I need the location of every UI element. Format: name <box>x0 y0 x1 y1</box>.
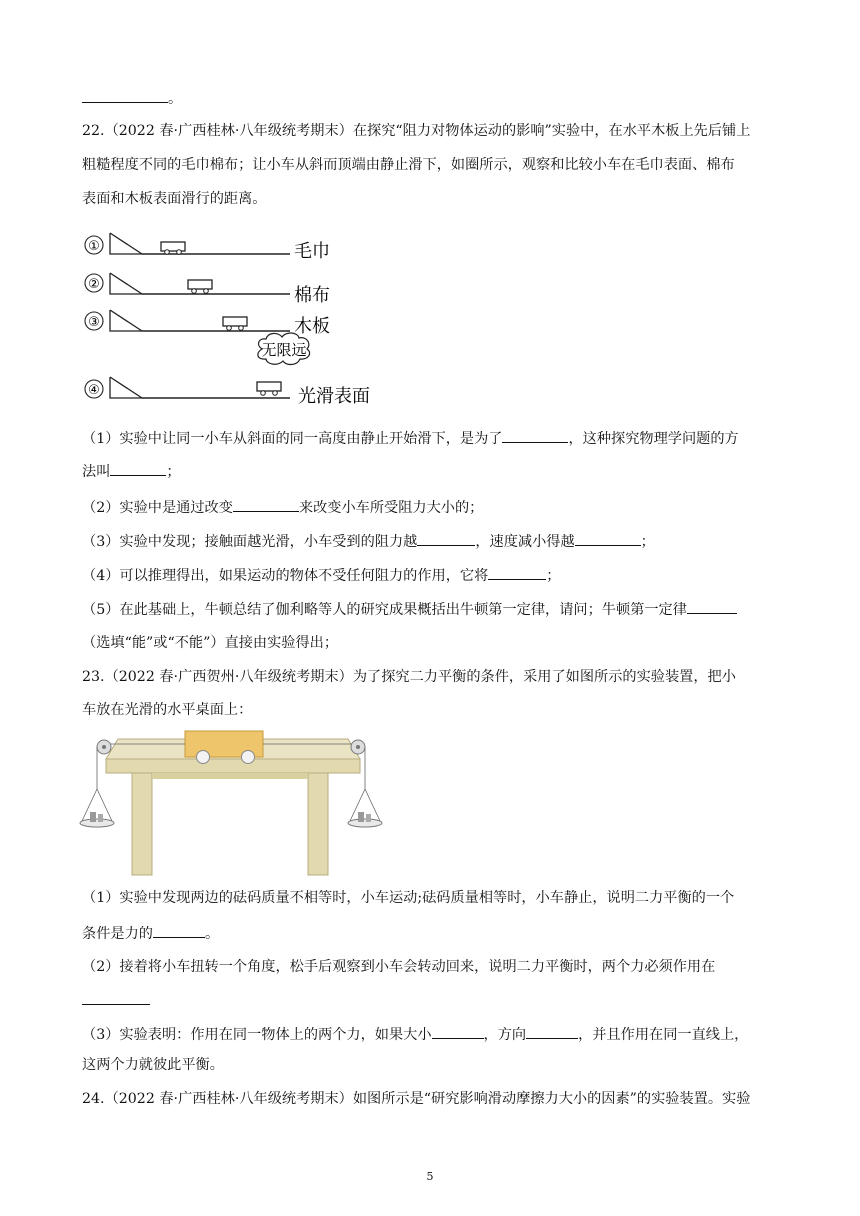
q22-sub5-line1 <box>82 599 737 620</box>
q22-sub5-line2: （选填“能”或“不能”）直接由实验得出； <box>82 635 339 651</box>
text: ，这种探究物理学问题的方 <box>568 431 739 447</box>
answer-blank <box>417 531 475 546</box>
text: 。 <box>204 926 220 942</box>
infinite-distance-cloud <box>258 333 310 365</box>
force-balance-apparatus-figure <box>78 729 388 877</box>
row-number: ④ <box>88 383 100 398</box>
text: ； <box>640 534 655 550</box>
cloud-label: 无限远 <box>261 341 307 359</box>
q23-line-1: 23.（2022 春·广西贺州·八年级统考期末）为了探究二力平衡的条件，采用了如图所示的实验装置，把小 <box>82 669 736 685</box>
text: （2）实验中是通过改变 <box>82 500 233 516</box>
q23-sub3-line2: 这两个力就彼此平衡。 <box>82 1057 224 1073</box>
text: （3）实验中发现；接触面越光滑，小车受到的阻力越 <box>82 534 418 550</box>
q23-sub1-line2 <box>82 923 219 944</box>
text: ，并且作用在同一直线上， <box>578 1027 749 1043</box>
answer-blank <box>488 565 546 580</box>
text: （5）在此基础上，牛顿总结了伽利略等人的研究成果概括出牛顿第一定律，请问；牛顿第一定律 <box>82 602 687 618</box>
q22-line-1: 22.（2022 春·广西桂林·八年级统考期末）在探究“阻力对物体运动的影响”实验中，在水平木板上先后铺上 <box>82 123 751 139</box>
q22-sub1-line2 <box>82 461 181 482</box>
q22-line-2: 粗糙程度不同的毛巾棉布；让小车从斜而顶端由静止滑下，如圈所示，观察和比较小车在毛巾表面、棉布 <box>82 157 735 173</box>
q23-line-2: 车放在光滑的水平桌面上： <box>82 702 253 718</box>
text: ，速度减小得越 <box>475 534 575 550</box>
surface-label: 毛巾 <box>294 241 330 262</box>
text: 条件是力的 <box>82 926 153 942</box>
answer-blank <box>432 1024 484 1039</box>
q22-sub1-line1 <box>82 428 739 449</box>
q24-line-1: 24.（2022 春·广西桂林·八年级统考期末）如图所示是“研究影响滑动摩擦力大小的因素”的实验装置。实验 <box>82 1091 751 1107</box>
q23-sub3-line1 <box>82 1024 748 1045</box>
figure-row-2 <box>85 273 330 306</box>
surface-label: 棉布 <box>294 285 330 306</box>
answer-blank <box>526 1024 578 1039</box>
answer-blank <box>233 497 299 512</box>
incline-surfaces-figure <box>80 228 400 408</box>
answer-blank <box>575 531 641 546</box>
answer-blank <box>110 461 166 476</box>
text: （1）实验中让同一小车从斜面的同一高度由静止开始滑下，是为了 <box>82 431 503 447</box>
answer-blank <box>82 88 168 103</box>
punctuation: 。 <box>168 91 183 107</box>
answer-blank <box>687 599 737 614</box>
surface-label: 光滑表面 <box>298 386 370 407</box>
q23-sub2-line2 <box>82 990 150 1011</box>
text: ； <box>546 568 561 584</box>
q23-sub1-line1: （1）实验中发现两边的砝码质量不相等时，小车运动;砝码质量相等时，小车静止，说明二力平衡的一个 <box>82 890 735 906</box>
q22-line-3: 表面和木板表面滑行的距离。 <box>82 191 267 207</box>
surface-label: 木板 <box>294 316 330 337</box>
figure-row-4 <box>85 377 370 407</box>
row-number: ② <box>88 277 100 292</box>
text: ，方向 <box>483 1027 527 1043</box>
text: 法叫 <box>82 464 111 480</box>
answer-blank <box>153 923 205 938</box>
answer-blank <box>82 990 150 1005</box>
figure-row-1 <box>85 233 330 262</box>
row-number: ① <box>88 239 100 254</box>
answer-blank <box>502 428 568 443</box>
text: ； <box>166 464 181 480</box>
q23-sub2-line1: （2）接着将小车扭转一个角度，松手后观察到小车会转动回来，说明二力平衡时，两个力必须作用在 <box>82 959 716 975</box>
page-number: 5 <box>426 1170 434 1183</box>
prev-answer-line <box>82 88 182 109</box>
text: （4）可以推理得出，如果运动的物体不受任何阻力的作用，它将 <box>82 568 489 584</box>
q22-sub2 <box>82 497 483 518</box>
text: 来改变小车所受阻力大小的； <box>298 500 484 516</box>
q22-sub4 <box>82 565 560 586</box>
row-number: ③ <box>88 315 100 330</box>
text: （3）实验表明：作用在同一物体上的两个力，如果大小 <box>82 1027 432 1043</box>
q22-sub3 <box>82 531 655 552</box>
